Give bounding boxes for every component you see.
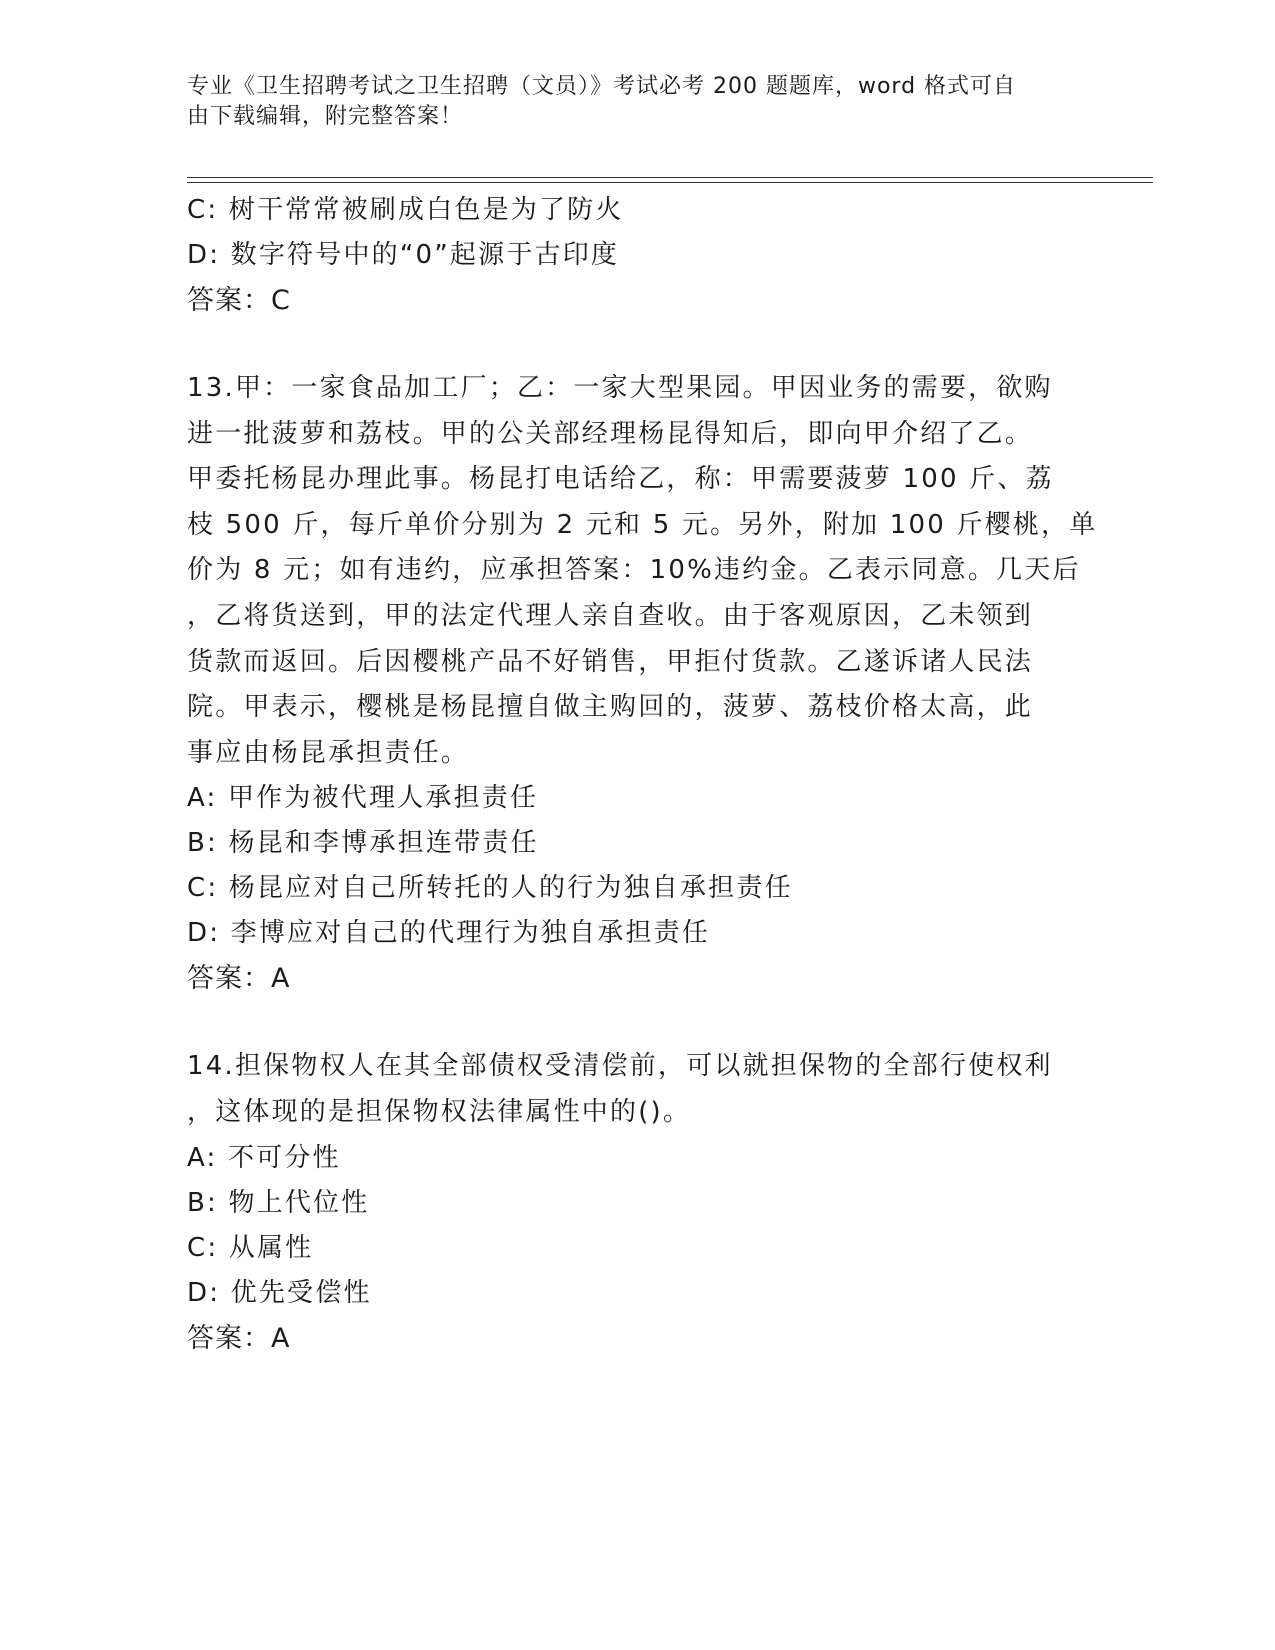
- option-d: D: 优先受偿性: [187, 1277, 372, 1308]
- answer-line: 答案：C: [187, 285, 291, 316]
- header-line: 由下载编辑，附完整答案！: [187, 104, 464, 129]
- answer-line: 答案：A: [187, 1322, 291, 1354]
- option-d: D: 李博应对自己的代理行为独自承担责任: [187, 918, 711, 949]
- header-line: 专业《卫生招聘考试之卫生招聘（文员）》考试必考 200 题题库，word 格式可自: [187, 74, 1017, 99]
- question-text-line: 院。甲表示，樱桃是杨昆擅自做主购回的，菠萝、荔枝价格太高，此: [187, 692, 1034, 723]
- option-c: C: 从属性: [187, 1232, 314, 1263]
- question-text-line: 14.担保物权人在其全部债权受清偿前，可以就担保物的全部行使权利: [187, 1051, 1053, 1082]
- question-text-line: 事应由杨昆承担责任。: [187, 737, 470, 768]
- question-text-line: 枝 500 斤，每斤单价分别为 2 元和 5 元。另外，附加 100 斤樱桃，单: [187, 509, 1098, 540]
- option-a: A: 不可分性: [187, 1142, 341, 1173]
- question-13-block: [187, 366, 1098, 1002]
- question-13-text: [187, 366, 1098, 776]
- spacer: [187, 324, 1087, 366]
- option-b: B: 物上代位性: [187, 1187, 370, 1218]
- option-d: D: 数字符号中的“0”起源于古印度: [187, 240, 620, 270]
- question-text-line: ，这体现的是担保物权法律属性中的()。: [187, 1096, 692, 1127]
- question-14-text: [187, 1044, 1087, 1135]
- document-body: [187, 188, 1098, 1362]
- question-text-line: 13.甲：一家食品加工厂；乙：一家大型果园。甲因业务的需要，欲购: [187, 373, 1053, 403]
- question-14-block: [187, 1044, 1087, 1361]
- option-c: C: 树干常常被刷成白色是为了防火: [187, 195, 624, 225]
- question-text-line: 价为 8 元；如有违约，应承担答案：10%违约金。乙表示同意。几天后: [187, 555, 1081, 586]
- spacer: [187, 1002, 1087, 1044]
- option-a: A: 甲作为被代理人承担责任: [187, 783, 539, 814]
- header-divider-bottom: [187, 182, 1153, 183]
- question-text-line: 货款而返回。后因樱桃产品不好销售，甲拒付货款。乙遂诉诸人民法: [187, 646, 1034, 677]
- question-text-line: 进一批菠萝和荔枝。甲的公关部经理杨昆得知后，即向甲介绍了乙。: [187, 418, 1034, 449]
- question-text-line: ，乙将货送到，甲的法定代理人亲自查收。由于客观原因，乙未领到: [187, 600, 1034, 631]
- prev-question-block: [187, 188, 1087, 324]
- header-divider-top: [187, 177, 1153, 178]
- option-c: C: 杨昆应对自己所转托的人的行为独自承担责任: [187, 873, 793, 904]
- option-b: B: 杨昆和李博承担连带责任: [187, 828, 539, 859]
- question-text-line: 甲委托杨昆办理此事。杨昆打电话给乙，称：甲需要菠萝 100 斤、荔: [187, 464, 1054, 495]
- document-header: [187, 72, 1087, 132]
- answer-line: 答案：A: [187, 963, 291, 995]
